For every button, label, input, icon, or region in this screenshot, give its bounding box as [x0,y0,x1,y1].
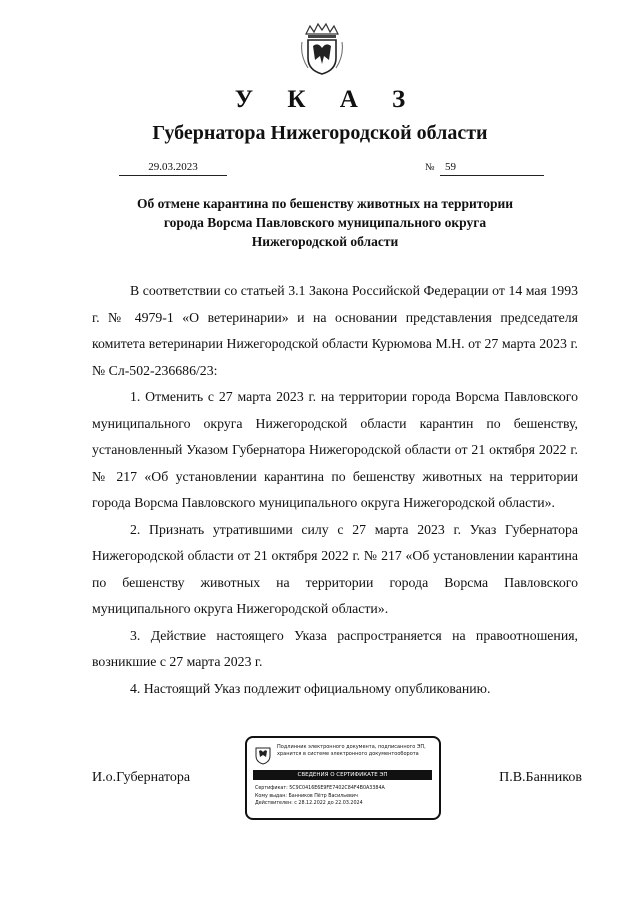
subject-line: города Ворсма Павловского муниципального округа [163,215,487,230]
document-number: 59 [440,160,544,176]
clause-1: 1. Отменить с 27 марта 2023 г. на территории города Ворсма Павловского муниципального округа Нижегородской области карантин по бешенству, установленный Указом Губернатора Нижегородской области от 21 октября 2022 г. № 217 «Об установлении карантина по бешенству животных на территории города Ворсма Павловского муниципального округа Нижегородской области». [92,389,578,510]
document-title: У К А З [234,86,420,113]
stamp-header-bar: СВЕДЕНИЯ О СЕРТИФИКАТЕ ЭП [253,770,432,780]
certificate-serial: Сертификат: 5C9C0416E6E9FE7402C84F4B0A3384A [255,786,385,791]
preamble-paragraph: В соответствии со статьей 3.1 Закона Российской Федерации от 14 мая 1993 г. № 4979-1 «О ветеринарии» и на основании представления председателя комитета ветеринарии Нижегородской области Курюмова М.Н. от 27 марта 2023 г. № Сл-502-236686/23: [92,283,578,378]
clause-3: 3. Действие настоящего Указа распространяется на правоотношения, возникшие с 27 марта 2023 г. [92,627,578,669]
stamp-notice [277,744,435,758]
number-label: № [425,162,435,173]
certificate-owner: Кому выдан: Банников Пётр Васильевич [255,793,358,799]
document-subject [110,194,540,251]
signatory-name: П.В.Банников [499,770,582,785]
stamp-notice-line: Подлинник электронного документа, подписанного ЭП, [277,744,426,750]
issuer-title: Губернатора Нижегородской области [152,122,488,144]
emblem-icon [255,745,271,765]
signatory-position: И.о.Губернатора [92,770,191,785]
certificate-validity: Действителен: с 28.12.2022 до 22.03.2024 [255,801,363,806]
document-date: 29.03.2023 [119,160,227,176]
clause-2: 2. Признать утратившими силу с 27 марта 2023 г. Указ Губернатора Нижегородской области от 21 октября 2022 г. № 217 «Об установлении карантина по бешенству животных на территории города Ворсма Павловского муниципального округа Нижегородской области». [92,521,578,616]
electronic-signature-stamp [245,736,441,820]
certificate-details [255,785,385,808]
subject-line: Нижегородской области [251,234,399,249]
clause-4: 4. Настоящий Указ подлежит официальному опубликованию. [130,680,491,696]
document-body [92,278,578,702]
stamp-notice-line: хранится в системе электронного документооборота [277,751,419,757]
subject-line: Об отмене карантина по бешенству животных на территории [136,196,514,211]
coat-of-arms-icon [300,20,344,76]
